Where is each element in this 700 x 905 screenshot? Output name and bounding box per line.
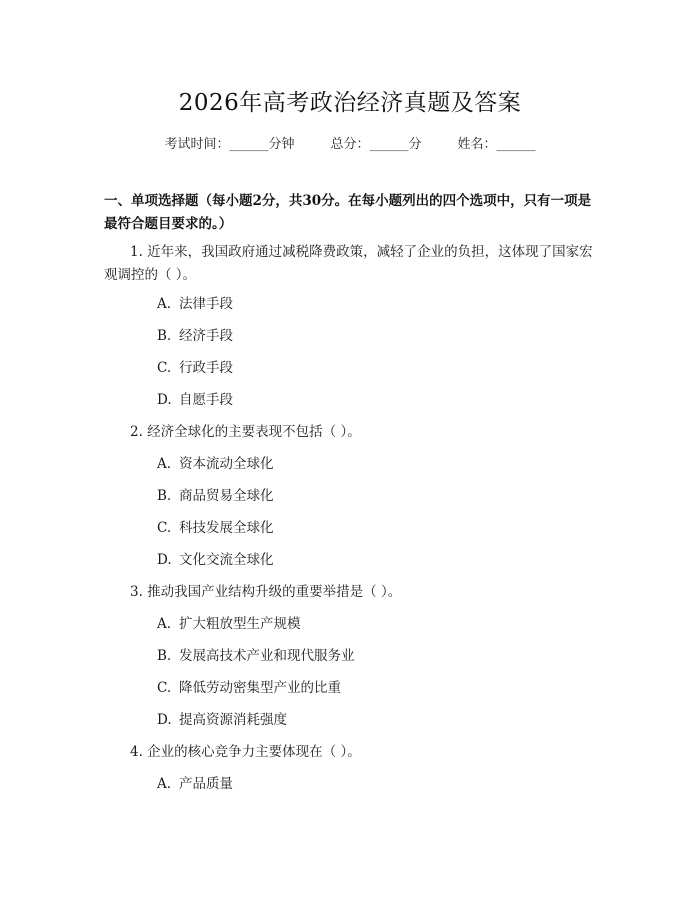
option-text: 产品质量 xyxy=(179,776,233,792)
option-letter: A. xyxy=(157,616,172,632)
option-text: 提高资源消耗强度 xyxy=(179,712,287,728)
option-2a xyxy=(157,454,274,474)
name-label: 姓名：______ xyxy=(457,137,536,152)
option-text: 行政手段 xyxy=(179,360,233,376)
option-letter: D. xyxy=(157,552,172,568)
exam-time-label: 考试时间：______分钟 xyxy=(164,137,295,152)
page-title: 2026年高考政治经济真题及答案 xyxy=(178,90,522,116)
question-stem: 2. 经济全球化的主要表现不包括（ ）。 xyxy=(130,424,361,440)
question-4 xyxy=(104,741,596,764)
option-2d xyxy=(157,550,274,570)
option-text: 经济手段 xyxy=(179,328,233,344)
option-letter: A. xyxy=(157,296,172,312)
option-letter: A. xyxy=(157,776,172,792)
option-text: 资本流动全球化 xyxy=(179,456,274,472)
option-3a xyxy=(157,614,301,634)
option-letter: D. xyxy=(157,712,172,728)
option-3b xyxy=(157,646,355,666)
option-text: 文化交流全球化 xyxy=(179,552,274,568)
option-letter: A. xyxy=(157,456,172,472)
option-letter: B. xyxy=(157,648,172,664)
option-letter: B. xyxy=(157,328,172,344)
question-2 xyxy=(104,421,596,444)
option-letter: C. xyxy=(157,520,172,536)
option-4a xyxy=(157,774,233,794)
exam-meta xyxy=(0,133,700,152)
option-1c xyxy=(157,358,233,378)
option-1a xyxy=(157,294,233,314)
option-3d xyxy=(157,710,287,730)
question-1 xyxy=(104,241,596,287)
section-heading: 一、单项选择题（每小题2分，共30分。在每小题列出的四个选项中，只有一项是最符合题目要求的。） xyxy=(104,193,592,232)
option-text: 扩大粗放型生产规模 xyxy=(179,616,301,632)
question-stem: 1. 近年来，我国政府通过减税降费政策，减轻了企业的负担，这体现了国家宏观调控的（ ）。 xyxy=(104,244,593,283)
question-3 xyxy=(104,581,596,604)
option-letter: C. xyxy=(157,360,172,376)
option-2c xyxy=(157,518,274,538)
option-3c xyxy=(157,678,341,698)
option-text: 自愿手段 xyxy=(179,392,233,408)
option-2b xyxy=(157,486,274,506)
option-1d xyxy=(157,390,233,410)
question-stem: 4. 企业的核心竞争力主要体现在（ ）。 xyxy=(130,744,361,760)
question-stem: 3. 推动我国产业结构升级的重要举措是（ ）。 xyxy=(130,584,402,600)
total-score-label: 总分：______分 xyxy=(330,137,422,152)
option-text: 发展高技术产业和现代服务业 xyxy=(179,648,355,664)
option-text: 科技发展全球化 xyxy=(179,520,274,536)
option-text: 商品贸易全球化 xyxy=(179,488,274,504)
option-letter: D. xyxy=(157,392,172,408)
option-text: 法律手段 xyxy=(179,296,233,312)
option-letter: B. xyxy=(157,488,172,504)
option-1b xyxy=(157,326,233,346)
option-text: 降低劳动密集型产业的比重 xyxy=(179,680,341,696)
option-letter: C. xyxy=(157,680,172,696)
